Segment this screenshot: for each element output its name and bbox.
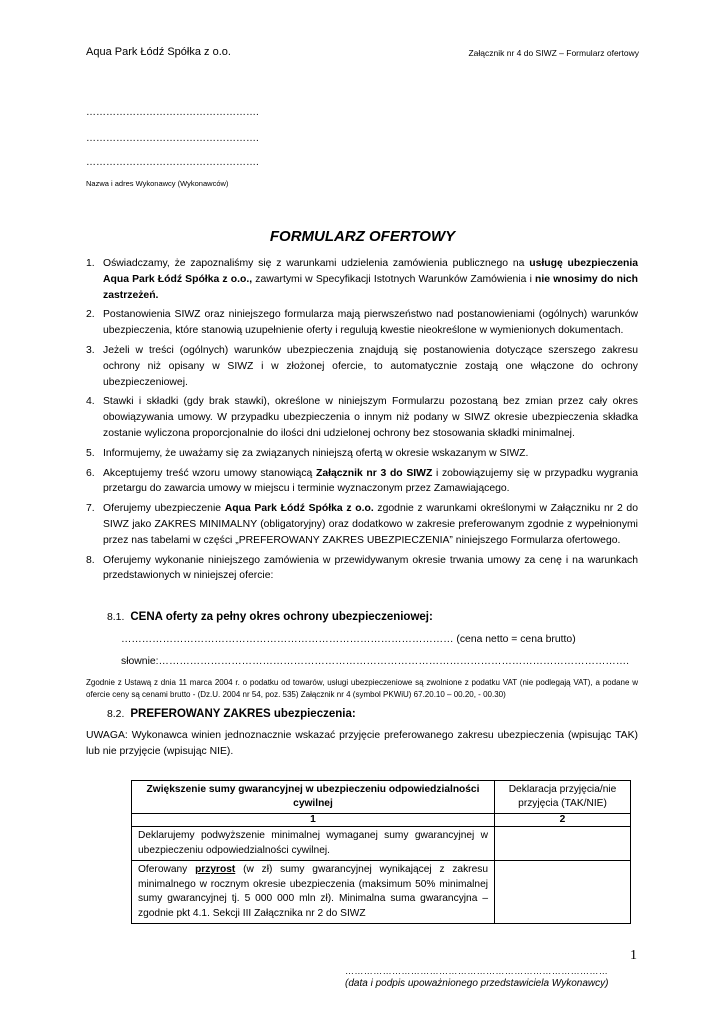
table-header-scope: Zwiększenie sumy gwarancyjnej w ubezpieczeniu odpowiedzialności cywilnej xyxy=(132,781,495,814)
price-in-words-line[interactable]: słownie:………………………………………………………………………………………………………………………. xyxy=(121,656,630,667)
table-row xyxy=(132,827,631,861)
declaration-cell[interactable] xyxy=(495,861,631,924)
signature-label: (data i podpis upoważnionego przedstawiciela Wykonawcy) xyxy=(345,978,609,989)
list-item: 8. Oferujemy wykonanie niniejszego zamówienia w przewidywanym okresie trwania umowy za cenę i na warunkach przedstawionych w niniejszej ofercie: xyxy=(86,554,638,582)
page-number: 1 xyxy=(630,948,637,963)
row-description: Deklarujemy podwyższenie minimalnej wymaganej sumy gwarancyjnej w ubezpieczeniu odpowiedzialności cywilnej. xyxy=(132,827,495,861)
header-company: Aqua Park Łódź Spółka z o.o. xyxy=(86,46,231,58)
table-row xyxy=(132,814,631,827)
column-number: 1 xyxy=(132,814,495,827)
list-item: 2. Postanowienia SIWZ oraz niniejszego formularza mają pierwszeństwo nad postanowieniami (ogólnych) warunków ubezpieczenia, które stanowią uzupełnienie oferty i regulują kwestie nieokreślone w wymienionych dokumentach. xyxy=(86,309,638,337)
price-line[interactable]: …………………………………………………………………………………… (cena netto = cena brutto) xyxy=(121,634,576,645)
list-item: 4. Stawki i składki (gdy brak stawki), określone w niniejszym Formularzu pozostaną bez zmian przez cały okres obowiązywania umowy. W przypadku ubezpieczenia o innym niż podany w SIWZ okresie ubezpieczenia składka zostanie wyliczona proporcjonalnie do ilości dni udzielonej ochrony bez stosowania składki minimalnej. xyxy=(86,396,638,439)
column-number: 2 xyxy=(495,814,631,827)
contractor-dots-2: ……………………………………………. xyxy=(86,133,259,144)
contractor-dots-1: ……………………………………………. xyxy=(86,107,259,118)
preferred-scope-table xyxy=(131,780,631,924)
contractor-dots-3: ……………………………………………. xyxy=(86,157,259,168)
note-uwaga: UWAGA: Wykonawca winien jednoznacznie wskazać przyjęcie preferowanego zakresu ubezpieczenia (wpisując TAK) lub nie przyjęcie (wpisując NIE). xyxy=(86,730,638,757)
row-description: Oferowany przyrost (w zł) sumy gwarancyjnej wynikającej z zakresu minimalnego w rocznym okresie ubezpieczenia (maksimum 50% minimalnej sumy gwarancyjnej tj. 5 000 000 mln zł). Minimalna suma gwarancyjna – zgodnie pkt 4.1. Sekcji III Załącznika nr 2 do SIWZ xyxy=(132,861,495,924)
page-title: FORMULARZ OFERTOWY xyxy=(269,228,456,245)
section-8-1-heading: 8.1. CENA oferty za pełny okres ochrony ubezpieczeniowej: xyxy=(107,611,433,623)
table-header-declaration: Deklaracja przyjęcia/nie przyjęcia (TAK/NIE) xyxy=(495,781,631,814)
table-row xyxy=(132,861,631,924)
declaration-cell[interactable] xyxy=(495,827,631,861)
list-item: 3. Jeżeli w treści (ogólnych) warunków ubezpieczenia znajdują się postanowienia dotyczące szerszego zakresu ochrony niż opisany w SIWZ i w złożonej ofercie, to automatycznie zostają one włączone do ochrony ubezpieczeniowej. xyxy=(86,344,638,388)
list-item: 6. Akceptujemy treść wzoru umowy stanowiącą Załącznik nr 3 do SIWZ i zobowiązujemy się w przypadku wygrania przetargu do zawarcia umowy w miejscu i terminie wyznaczonym przez Zamawiającego. xyxy=(86,467,638,495)
contractor-label: Nazwa i adres Wykonawcy (Wykonawców) xyxy=(86,179,229,188)
list-item: 7. Oferujemy ubezpieczenie Aqua Park Łódź Spółka z o.o. zgodnie z warunkami określonymi w Załączniku nr 2 do SIWZ jako ZAKRES MINIMALNY (obligatoryjny) oraz dodatkowo w zakresie preferowanym zgodnie z wypełnionymi przez nas tabelami w części „PREFEROWANY ZAKRES UBEZPIECZENIA” niniejszego Formularza ofertowego. xyxy=(86,503,638,546)
section-8-2-heading: 8.2. PREFEROWANY ZAKRES ubezpieczenia: xyxy=(107,708,356,720)
header-attachment: Załącznik nr 4 do SIWZ – Formularz ofertowy xyxy=(468,48,639,58)
vat-footnote: Zgodnie z Ustawą z dnia 11 marca 2004 r. o podatku od towarów, usługi ubezpieczeniowe są zwolnione z podatku VAT (nie podlegają VAT), a podane w ofercie ceny są cenami brutto - (Dz.U. 2004 nr 54, poz. 535) Załącznik nr 4 (symbol PKWiU) 67.20.10 – 00.20, - 00.30) xyxy=(86,678,638,699)
table-row xyxy=(132,781,631,814)
list-item: 1. Oświadczamy, że zapoznaliśmy się z warunkami udzielenia zamówienia publicznego na usługę ubezpieczenia Aqua Park Łódź Spółka z o.o., zawartymi w Specyfikacji Istotnych Warunków Zamówienia i nie wnosimy do nich zastrzeżeń. xyxy=(86,258,638,301)
list-item: 5. Informujemy, że uważamy się za związanych niniejszą ofertą w okresie wskazanym w SIWZ. xyxy=(86,447,529,459)
declarations-list xyxy=(86,256,638,588)
signature-dots[interactable]: ………………………………………………………………………… xyxy=(345,966,609,976)
